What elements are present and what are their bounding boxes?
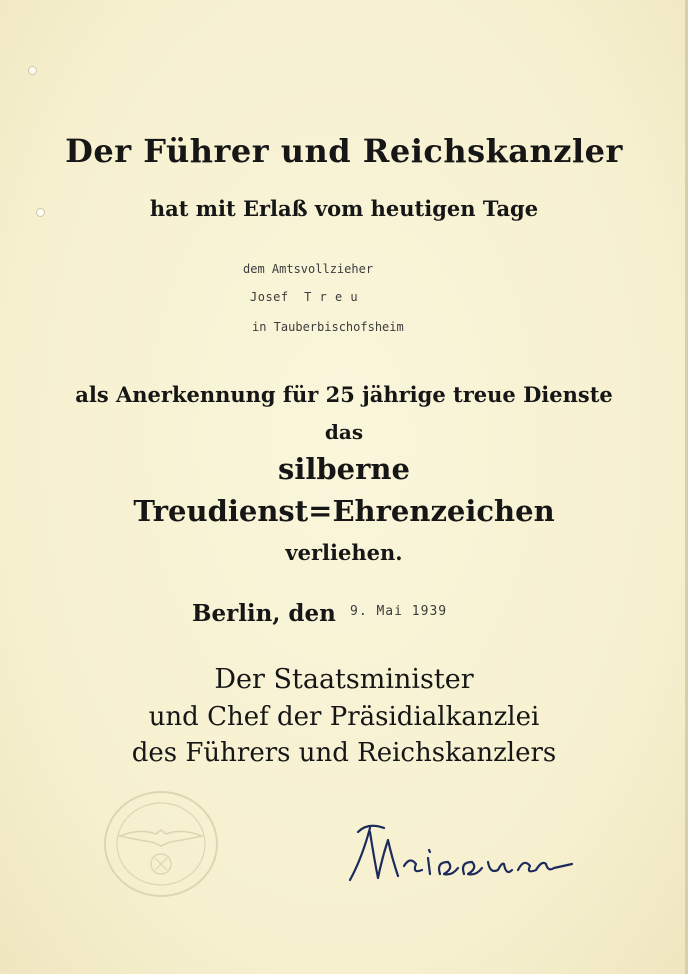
conferred-line: verliehen. xyxy=(285,540,403,565)
certificate-heading: Der Führer und Reichskanzler xyxy=(65,132,623,170)
handwritten-signature xyxy=(340,818,580,888)
article-line: das xyxy=(324,420,364,444)
embossed-seal-icon xyxy=(100,788,222,900)
place-date-prefix: Berlin, den xyxy=(192,600,336,627)
award-name-line1: silberne xyxy=(278,452,410,486)
award-name-line2: Treudienst=Ehrenzeichen xyxy=(133,494,555,528)
decree-line: hat mit Erlaß vom heutigen Tage xyxy=(149,196,539,221)
signer-title-line3: des Führers und Reichskanzlers xyxy=(131,738,557,768)
recipient-name: Josef T r e u xyxy=(250,290,359,304)
recipient-place: in Tauberbischofsheim xyxy=(252,320,404,334)
punch-hole-top xyxy=(28,66,37,75)
typed-date: 9. Mai 1939 xyxy=(350,604,448,619)
signer-title-line2: und Chef der Präsidialkanzlei xyxy=(148,702,540,732)
signer-title-line1: Der Staatsminister xyxy=(214,664,474,695)
recipient-role: dem Amtsvollzieher xyxy=(243,262,374,276)
reason-line: als Anerkennung für 25 jährige treue Dienste xyxy=(75,382,613,407)
